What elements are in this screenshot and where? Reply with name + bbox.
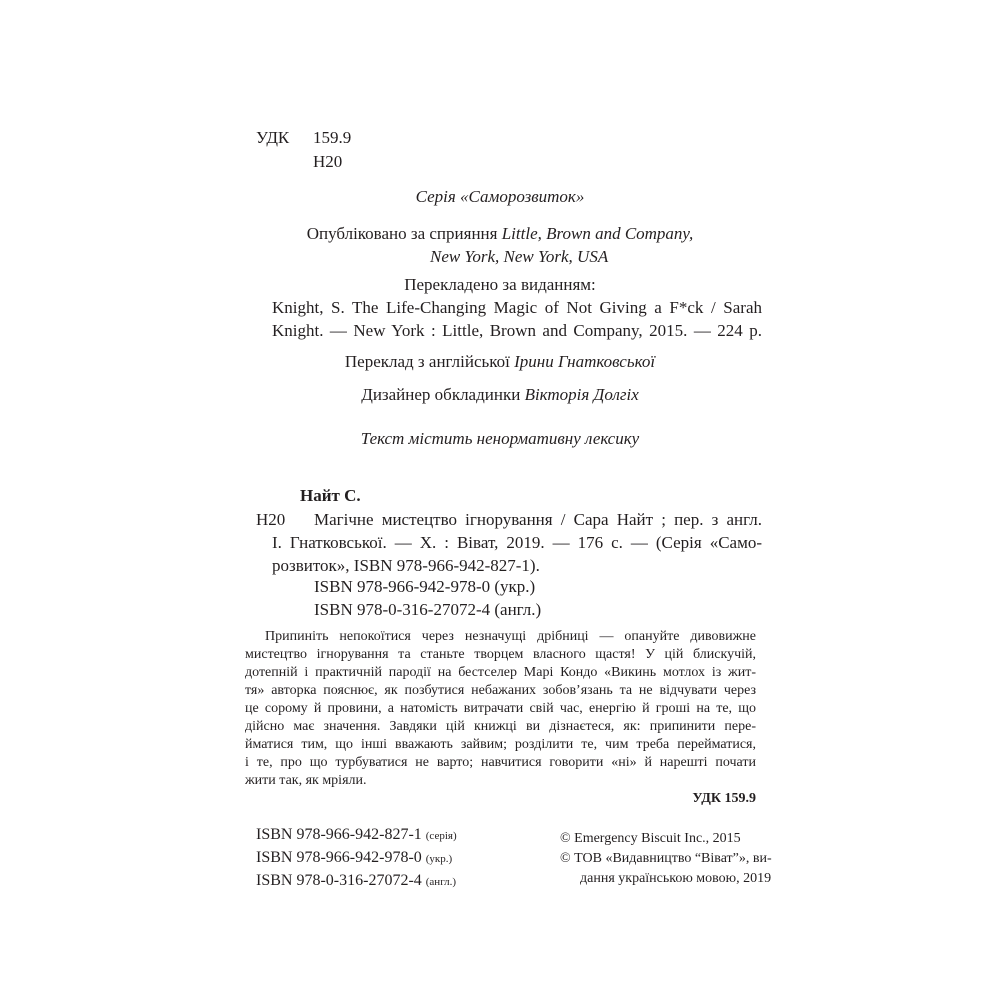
annotation-line: мистецтво ігнорування та станьте творцем власного щастя! У цій блискучій, bbox=[245, 647, 756, 662]
publisher-name: Little, Brown and Company, bbox=[501, 224, 694, 243]
content-warning: Текст містить ненормативну лексику bbox=[360, 429, 640, 448]
isbn-number: ISBN 978-966-942-827-1 bbox=[256, 826, 422, 843]
cover-designer-prefix: Дизайнер обкладинки bbox=[361, 385, 525, 404]
annotation-line: дотепній і практичній пародії на бестселер Марі Кондо «Викинь мотлох із жит- bbox=[245, 665, 756, 680]
isbn-series bbox=[256, 824, 457, 847]
annotation-line: тя» авторка пояснює, як позбутися небажаних зобов’язань та не відчувати через bbox=[245, 683, 756, 698]
catalog-line3: розвиток», ISBN 978-966-942-827-1). bbox=[272, 556, 540, 575]
published-with-prefix: Опубліковано за сприяння bbox=[306, 224, 502, 243]
udk-label: УДК bbox=[256, 128, 290, 147]
translator-line bbox=[240, 350, 760, 374]
isbn-number: ISBN 978-966-942-978-0 bbox=[256, 849, 422, 866]
catalog-line2: І. Гнатковської. — Х. : Віват, 2019. — 176 с. — (Серія «Само- bbox=[272, 533, 762, 552]
cover-designer-line bbox=[240, 383, 760, 407]
copyright-translation: © ТОВ «Видавництво “Віват”», ви- bbox=[560, 851, 772, 866]
cover-designer-name: Вікторія Долгіх bbox=[524, 385, 639, 404]
annotation-line: йматися тим, що інші вважають зайвим; розділити те, чим треба перейматися, bbox=[245, 737, 756, 752]
catalog-isbn-eng: ISBN 978-0-316-27072-4 (англ.) bbox=[314, 600, 542, 619]
publisher-location: New York, New York, USA bbox=[430, 247, 609, 266]
annotation-line: дійсно має значення. Завдяки цій книжці ви дізнаєтеся, як: припинити пере- bbox=[245, 719, 756, 734]
isbn-note: (укр.) bbox=[425, 853, 453, 865]
annotation-udk: УДК 159.9 bbox=[692, 791, 756, 806]
annotation-line: жити так, як мріяли. bbox=[245, 773, 367, 788]
catalog-isbn-ukr: ISBN 978-966-942-978-0 (укр.) bbox=[314, 577, 536, 596]
catalog-title-line: Магічне мистецтво ігнорування / Сара Найт ; пер. з англ. bbox=[314, 510, 762, 529]
original-edition-line2: Knight. — New York : Little, Brown and Company, 2015. — 224 p. bbox=[272, 321, 762, 340]
original-edition-line1: Knight, S. The Life-Changing Magic of Not Giving a F*ck / Sarah bbox=[272, 298, 762, 317]
copyright-translation-cont: дання українською мовою, 2019 bbox=[580, 871, 772, 886]
translated-from-heading: Перекладено за виданням: bbox=[404, 275, 596, 294]
annotation-line: і те, про що турбуватися не варто; навчитися говорити «ні» й нарешті почати bbox=[245, 755, 756, 770]
udk-code: 159.9 bbox=[313, 128, 352, 147]
catalog-author-mark: Н20 bbox=[256, 510, 286, 529]
isbn-number: ISBN 978-0-316-27072-4 bbox=[256, 872, 422, 889]
isbn-eng bbox=[256, 870, 456, 893]
isbn-note: (серія) bbox=[425, 830, 457, 842]
series-title: Серія «Саморозвиток» bbox=[415, 187, 585, 206]
copyright-original: © Emergency Biscuit Inc., 2015 bbox=[560, 831, 741, 846]
catalog-author-heading: Найт С. bbox=[300, 486, 361, 505]
translator-prefix: Переклад з англійської bbox=[344, 352, 515, 371]
isbn-note: (англ.) bbox=[425, 876, 457, 888]
udk-author-mark: Н20 bbox=[313, 152, 343, 171]
annotation-line: це сорому й провини, а натомість витрачати свій час, енергію й гроші на те, що bbox=[245, 701, 756, 716]
published-with-line1 bbox=[240, 222, 760, 246]
isbn-ukr bbox=[256, 847, 452, 870]
translator-name: Ірини Гнатковської bbox=[514, 352, 656, 371]
annotation-line: Припиніть непокоїтися через незначущі дрібниці — опануйте дивовижне bbox=[265, 629, 756, 644]
